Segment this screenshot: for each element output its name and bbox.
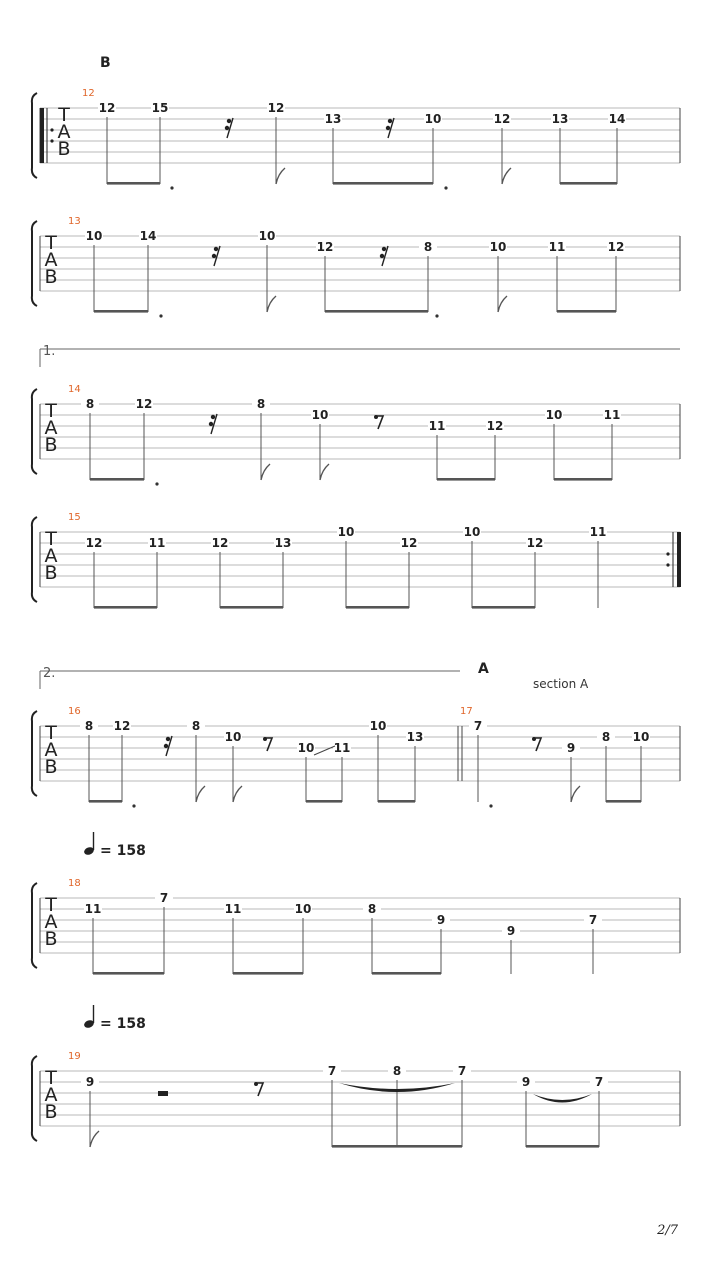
fret-number: 11 [148, 536, 166, 550]
beam [372, 972, 441, 975]
fret-number: 12 [526, 536, 544, 550]
system-bracket [32, 389, 37, 474]
fret-number: 12 [211, 536, 229, 550]
fret-number: 7 [594, 1075, 604, 1089]
beam [93, 972, 164, 975]
tab-clef-a: A [44, 249, 58, 271]
note-flag [502, 168, 511, 184]
tab-clef-b: B [44, 928, 58, 950]
fret-number: 10 [258, 229, 276, 243]
tab-clef-b: B [44, 562, 58, 584]
tab-clef-b: B [44, 756, 58, 778]
system-bracket [32, 883, 37, 968]
tab-clef-b: B [44, 1101, 58, 1123]
rest-head [532, 737, 536, 741]
system-bracket [32, 93, 37, 178]
measure-number: 13 [68, 216, 81, 227]
fret-number: 11 [589, 525, 607, 539]
dotted-note-dot [489, 804, 492, 807]
fret-number: 10 [545, 408, 563, 422]
measure-number: 17 [460, 706, 473, 717]
system-bracket [32, 1056, 37, 1141]
fret-number: 10 [337, 525, 355, 539]
repeat-dot [666, 552, 669, 555]
half-rest-icon [158, 1091, 168, 1096]
repeat-start-thick-bar [40, 108, 44, 163]
fret-number: 10 [85, 229, 103, 243]
fret-number: 8 [84, 719, 94, 733]
measure-number: 12 [82, 88, 95, 99]
beam [554, 478, 612, 481]
beam [378, 800, 415, 803]
volta-label: 1. [43, 344, 56, 359]
fret-number: 9 [521, 1075, 531, 1089]
fret-number: 11 [603, 408, 621, 422]
rest-head [166, 737, 170, 741]
fret-number: 13 [406, 730, 424, 744]
tab-clef-a: A [57, 121, 71, 143]
fret-number: 11 [548, 240, 566, 254]
tab-clef-t: T [45, 400, 57, 422]
beam [89, 800, 122, 803]
dotted-note-dot [435, 314, 438, 317]
volta-label: 2. [43, 666, 56, 681]
dotted-note-dot [155, 482, 158, 485]
beam [333, 182, 433, 185]
beam [325, 310, 428, 313]
repeat-end-thick-bar [677, 532, 681, 587]
measure-number: 18 [68, 878, 81, 889]
fret-number: 12 [400, 536, 418, 550]
staff-3 [32, 344, 680, 486]
repeat-dot [666, 563, 669, 566]
rest-head [164, 744, 168, 748]
rest-head [209, 422, 213, 426]
fret-number: 13 [274, 536, 292, 550]
beam [346, 606, 409, 609]
beam [606, 800, 641, 803]
tab-clef-b: B [44, 434, 58, 456]
fret-number: 8 [256, 397, 266, 411]
fret-number: 14 [608, 112, 626, 126]
fret-number: 10 [369, 719, 387, 733]
measure-number: 16 [68, 706, 81, 717]
beam [472, 606, 535, 609]
rest-head [380, 254, 384, 258]
fret-number: 9 [436, 913, 446, 927]
tempo-marking: = 158 [100, 1016, 146, 1032]
fret-number: 8 [85, 397, 95, 411]
repeat-dot [50, 139, 53, 142]
tie-arc [533, 1094, 592, 1103]
rest-head [386, 126, 390, 130]
fret-number: 13 [551, 112, 569, 126]
fret-number: 8 [191, 719, 201, 733]
tab-clef-b: B [57, 138, 71, 160]
fret-number: 9 [506, 924, 516, 938]
fret-number: 13 [324, 112, 342, 126]
rest-head [382, 247, 386, 251]
rest-head [227, 119, 231, 123]
beam [560, 182, 617, 185]
beam [90, 478, 144, 481]
fret-number: 9 [85, 1075, 95, 1089]
tab-clef-a: A [44, 739, 58, 761]
fret-number: 12 [267, 101, 285, 115]
staff-6 [32, 832, 680, 975]
fret-number: 10 [294, 902, 312, 916]
fret-number: 11 [333, 741, 351, 755]
dotted-note-dot [444, 186, 447, 189]
beam [220, 606, 283, 609]
measure-number: 15 [68, 512, 81, 523]
tab-clef-a: A [44, 545, 58, 567]
fret-number: 8 [423, 240, 433, 254]
staff-5 [32, 661, 680, 808]
beam [107, 182, 160, 185]
rest-head [254, 1082, 258, 1086]
fret-number: 12 [113, 719, 131, 733]
fret-number: 8 [601, 730, 611, 744]
measure-number: 14 [68, 384, 81, 395]
tab-clef-a: A [44, 1084, 58, 1106]
note-flag [276, 168, 285, 184]
fret-number: 10 [224, 730, 242, 744]
fret-number: 10 [632, 730, 650, 744]
staff-1 [32, 55, 680, 190]
fret-number: 9 [566, 741, 576, 755]
note-flag [90, 1131, 99, 1147]
tab-clef-b: B [44, 266, 58, 288]
page-number: 2/7 [657, 1223, 678, 1238]
rest-head [388, 119, 392, 123]
rest-head [225, 126, 229, 130]
note-flag [261, 464, 270, 480]
fret-number: 12 [316, 240, 334, 254]
rest-head [263, 737, 267, 741]
fret-number: 12 [486, 419, 504, 433]
fret-number: 12 [98, 101, 116, 115]
fret-number: 10 [489, 240, 507, 254]
fret-number: 11 [428, 419, 446, 433]
note-flag [320, 464, 329, 480]
fret-number: 8 [367, 902, 377, 916]
note-flag [196, 786, 205, 802]
fret-number: 10 [463, 525, 481, 539]
fret-number: 7 [457, 1064, 467, 1078]
tab-clef-t: T [58, 104, 70, 126]
measure-number: 19 [68, 1051, 81, 1062]
fret-number: 10 [297, 741, 315, 755]
system-bracket [32, 517, 37, 602]
beam [306, 800, 342, 803]
tab-clef-a: A [44, 417, 58, 439]
system-bracket [32, 711, 37, 796]
fret-number: 12 [135, 397, 153, 411]
fret-number: 10 [311, 408, 329, 422]
tab-clef-t: T [45, 1067, 57, 1089]
beam [94, 310, 148, 313]
fret-number: 11 [224, 902, 242, 916]
beam [437, 478, 495, 481]
slide-line [314, 746, 335, 755]
tab-clef-t: T [45, 894, 57, 916]
section-name: section A [533, 677, 589, 691]
dotted-note-dot [132, 804, 135, 807]
note-flag [267, 296, 276, 312]
fret-number: 10 [424, 112, 442, 126]
section-marker: A [478, 661, 489, 677]
tempo-marking: = 158 [100, 843, 146, 859]
note-flag [498, 296, 507, 312]
beam [557, 310, 616, 313]
fret-number: 7 [159, 891, 169, 905]
beam [526, 1145, 599, 1148]
fret-number: 8 [392, 1064, 402, 1078]
dotted-note-dot [159, 314, 162, 317]
fret-number: 12 [85, 536, 103, 550]
note-flag [233, 786, 242, 802]
repeat-dot [50, 128, 53, 131]
dotted-note-dot [170, 186, 173, 189]
fret-number: 12 [493, 112, 511, 126]
beam [233, 972, 303, 975]
staff-7 [32, 1005, 680, 1148]
fret-number: 12 [607, 240, 625, 254]
staff-4 [32, 512, 681, 609]
staff-2 [32, 216, 680, 318]
tab-clef-a: A [44, 911, 58, 933]
fret-number: 7 [588, 913, 598, 927]
beam [94, 606, 157, 609]
tab-clef-t: T [45, 722, 57, 744]
tab-clef-t: T [45, 528, 57, 550]
rest-head [374, 415, 378, 419]
fret-number: 15 [151, 101, 169, 115]
system-bracket [32, 221, 37, 306]
rest-head [211, 415, 215, 419]
note-flag [571, 786, 580, 802]
beam [332, 1145, 462, 1148]
rest-head [214, 247, 218, 251]
fret-number: 11 [84, 902, 102, 916]
fret-number: 7 [473, 719, 483, 733]
fret-number: 7 [327, 1064, 337, 1078]
section-marker: B [100, 55, 111, 71]
tab-clef-t: T [45, 232, 57, 254]
fret-number: 14 [139, 229, 157, 243]
rest-head [212, 254, 216, 258]
